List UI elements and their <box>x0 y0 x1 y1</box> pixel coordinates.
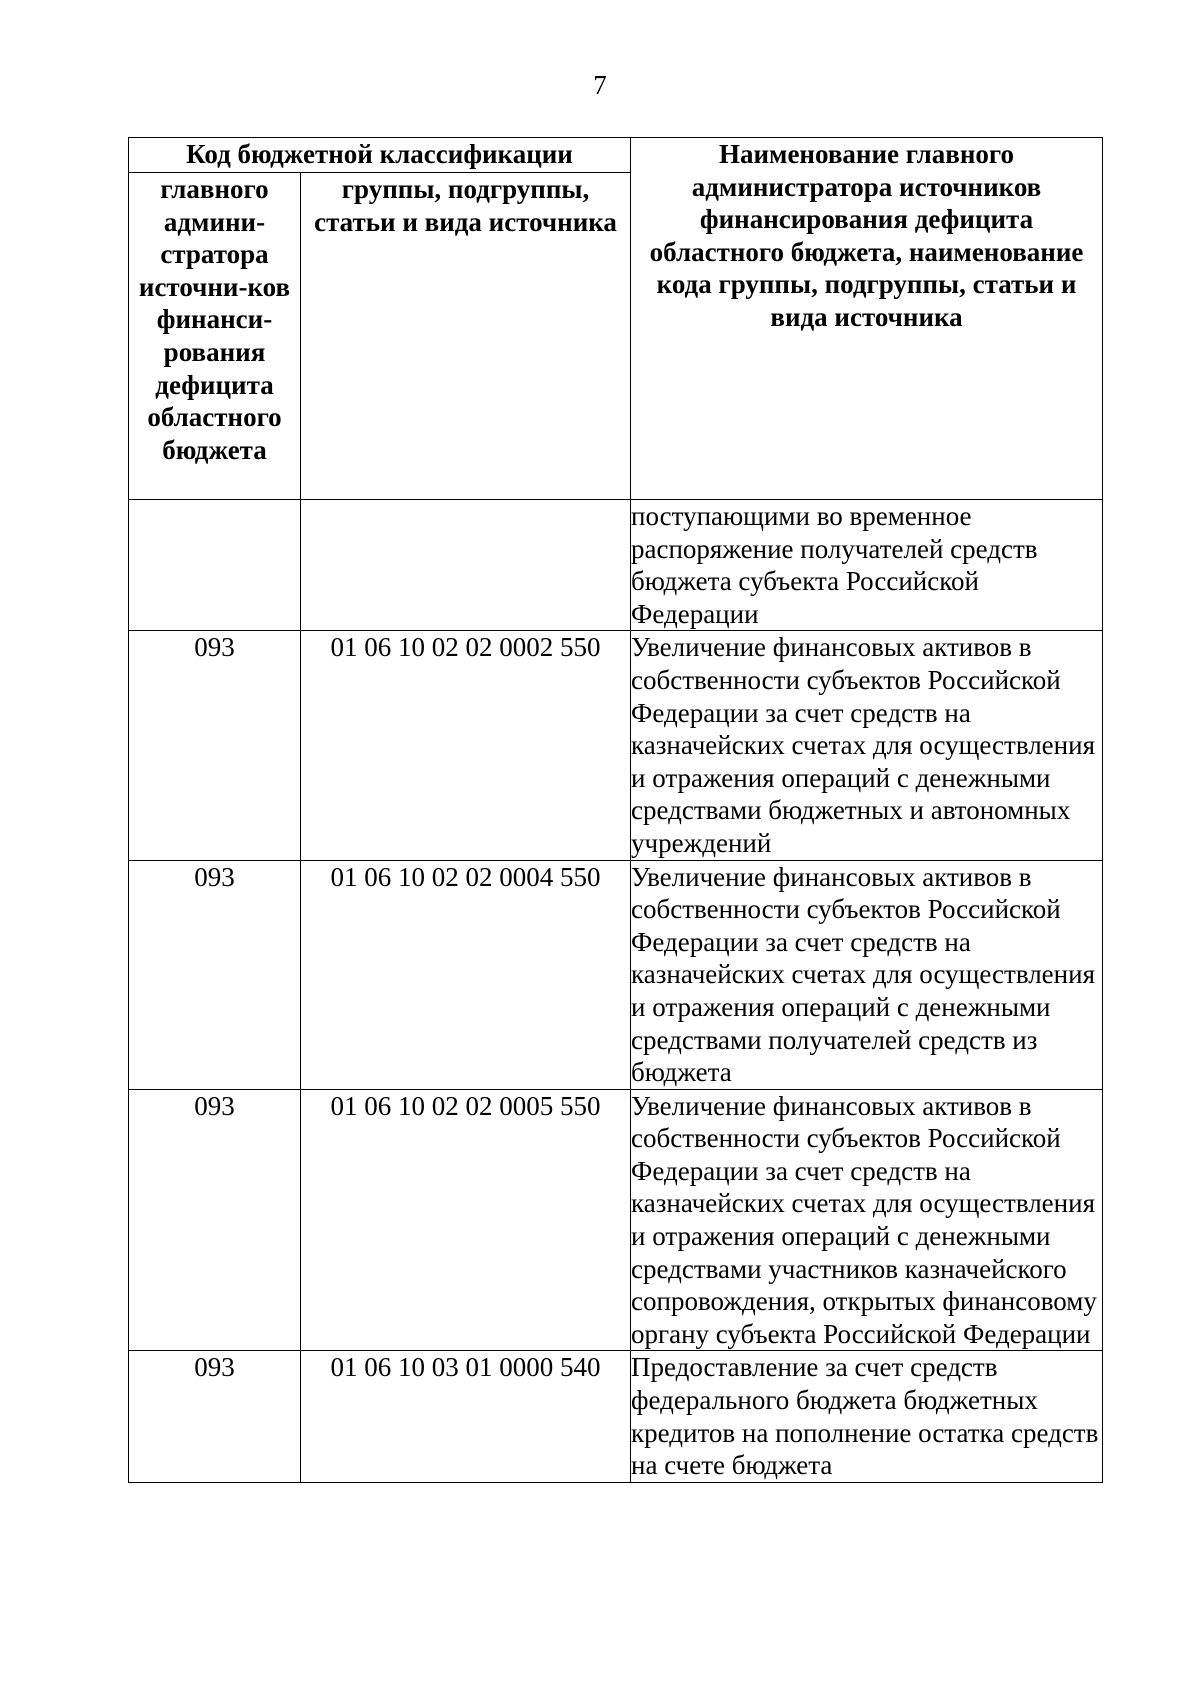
admin-code-cell: 093 <box>129 1089 301 1351</box>
table-row <box>129 1089 1103 1351</box>
source-name-cell: Увеличение финансовых активов в собственности субъектов Российской Федерации за счет средств на казначейских счетах для осуществления и отражения операций с денежными средствами получателей средств из бюджета <box>631 860 1103 1089</box>
source-name-cell: Предоставление за счет средств федерального бюджета бюджетных кредитов на пополнение остатка средств на счете бюджета <box>631 1351 1103 1482</box>
source-name-cell: Увеличение финансовых активов в собственности субъектов Российской Федерации за счет средств на казначейских счетах для осуществления и отражения операций с денежными средствами участников казначейского сопровождения, открытых финансовому органу субъекта Российской Федерации <box>631 1089 1103 1351</box>
source-name-cell: поступающими во временное распоряжение получателей средств бюджета субъекта Российской Федерации <box>631 500 1103 631</box>
source-code-cell: 01 06 10 02 02 0004 550 <box>301 860 631 1089</box>
table-row <box>129 631 1103 860</box>
source-code-cell: 01 06 10 03 01 0000 540 <box>301 1351 631 1482</box>
admin-code-cell <box>129 500 301 631</box>
header-admin-column: главного админи-стратора источни-ков финанси-рования дефицита областного бюджета <box>129 173 301 500</box>
page-number: 7 <box>593 70 607 100</box>
admin-code-cell: 093 <box>129 860 301 1089</box>
source-code-cell <box>301 500 631 631</box>
admin-code-cell: 093 <box>129 1351 301 1482</box>
header-budget-code-group: Код бюджетной классификации <box>129 138 631 173</box>
table-row <box>129 500 1103 631</box>
header-name-column: Наименование главного администратора источников финансирования дефицита областного бюджета, наименование кода группы, подгруппы, статьи и вида источника <box>631 138 1103 500</box>
admin-code-cell: 093 <box>129 631 301 860</box>
table-row <box>129 1351 1103 1482</box>
table-row <box>129 860 1103 1089</box>
source-code-cell: 01 06 10 02 02 0005 550 <box>301 1089 631 1351</box>
budget-classification-table <box>128 137 1103 1483</box>
source-name-cell: Увеличение финансовых активов в собственности субъектов Российской Федерации за счет средств на казначейских счетах для осуществления и отражения операций с денежными средствами бюджетных и автономных учреждений <box>631 631 1103 860</box>
header-row-top <box>129 138 1103 173</box>
source-code-cell: 01 06 10 02 02 0002 550 <box>301 631 631 860</box>
header-code-column: группы, подгруппы, статьи и вида источника <box>301 173 631 500</box>
